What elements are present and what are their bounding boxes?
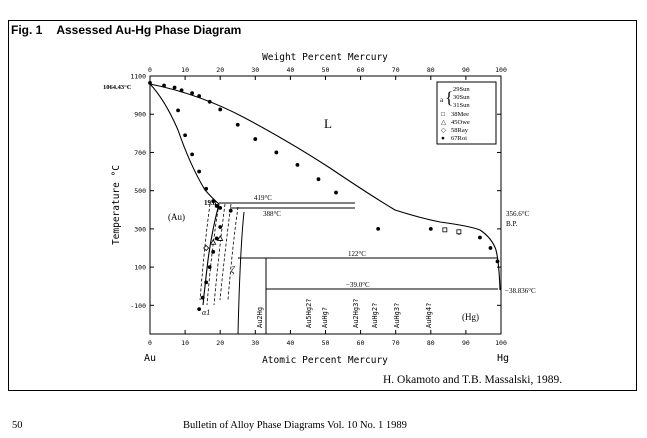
top-tick-label: 90 xyxy=(461,66,470,74)
data-point xyxy=(218,225,222,229)
figure-title-text: Assessed Au-Hg Phase Diagram xyxy=(56,23,242,37)
compound-label: Au5Hg2? xyxy=(305,298,313,328)
bottom-tick-label: 80 xyxy=(426,339,435,347)
data-point xyxy=(211,250,215,254)
bottom-tick-label: 10 xyxy=(181,339,190,347)
data-point xyxy=(197,170,201,174)
zeta-label: ζ xyxy=(231,265,235,275)
left-tick-label: 100 xyxy=(134,263,146,272)
zeta-boundary-2 xyxy=(228,207,238,300)
top-tick-label: 10 xyxy=(181,66,190,74)
compound-label: AuHg4? xyxy=(425,302,433,328)
bottom-tick-label: 30 xyxy=(251,339,260,347)
data-point xyxy=(229,209,233,213)
bottom-axis xyxy=(148,330,507,347)
top-tick-label: 60 xyxy=(356,66,365,74)
t122-label: 122°C xyxy=(348,250,366,258)
data-point xyxy=(296,163,300,167)
data-point xyxy=(253,137,257,141)
data-point xyxy=(190,152,194,156)
element-hg-label: Hg xyxy=(496,353,510,364)
journal-footer: Bulletin of Alloy Phase Diagrams Vol. 10 No. 1 1989 xyxy=(183,420,407,431)
legend-symbol: ● xyxy=(441,135,445,142)
left-tick-label: 900 xyxy=(134,110,146,119)
top-tick-label: 30 xyxy=(251,66,260,74)
data-point xyxy=(317,177,321,181)
legend-group-item: 31Sun xyxy=(453,102,470,109)
top-tick-label: 20 xyxy=(216,66,225,74)
data-point xyxy=(148,81,152,85)
eut-top-label: 19.8 xyxy=(204,199,217,207)
legend-group-item: 29Sun xyxy=(453,86,470,93)
hg-boiling-note: B.P. xyxy=(506,220,518,228)
data-point xyxy=(443,228,447,232)
legend-item-label: 45Owe xyxy=(451,119,470,126)
liquid-label: L xyxy=(324,116,332,131)
bottom-tick-label: 20 xyxy=(216,339,225,347)
left-tick-label: 500 xyxy=(134,187,146,196)
data-point xyxy=(478,236,482,240)
t39-label: −39.0°C xyxy=(346,281,370,289)
left-tick-label: 1100 xyxy=(130,72,146,81)
left-tick-label: 700 xyxy=(134,148,146,157)
legend-item-label: 58Ray xyxy=(451,127,468,134)
data-point xyxy=(190,91,194,95)
hg-melting-label: −38.836°C xyxy=(505,287,536,295)
data-point xyxy=(208,265,212,269)
data-point xyxy=(218,108,222,112)
left-tick-label: 300 xyxy=(134,225,146,234)
data-point xyxy=(183,133,187,137)
left-axis-label: Temperature °C xyxy=(111,164,122,246)
data-point xyxy=(162,84,166,88)
top-axis xyxy=(148,66,507,80)
element-au-label: Au xyxy=(143,353,157,364)
legend-symbol: △ xyxy=(441,119,446,126)
data-point xyxy=(457,230,461,234)
data-point xyxy=(197,307,201,311)
data-point xyxy=(429,227,433,231)
data-point xyxy=(236,123,240,127)
legend-group-marker: a xyxy=(440,96,444,104)
data-point xyxy=(274,151,278,155)
t388-label: 388°C xyxy=(263,210,281,218)
alpha1-label: α1 xyxy=(202,308,211,317)
legend-group-item: 30Sun xyxy=(453,94,470,101)
data-point xyxy=(173,86,177,90)
figure-credit: H. Okamoto and T.B. Massalski, 1989. xyxy=(383,374,563,386)
compound-label: AuHg3? xyxy=(393,302,401,328)
top-tick-label: 80 xyxy=(426,66,435,74)
hg-boiling-label: 356.6°C xyxy=(506,210,530,218)
compound-label: Au2Hg xyxy=(256,306,264,328)
top-tick-label: 100 xyxy=(495,66,507,74)
bottom-tick-label: 70 xyxy=(391,339,400,347)
data-point xyxy=(334,191,338,195)
bottom-tick-label: 60 xyxy=(356,339,365,347)
legend-symbol: □ xyxy=(441,111,445,118)
zeta-solvus xyxy=(238,212,244,334)
data-point xyxy=(176,109,180,113)
legend-symbol: ◇ xyxy=(441,127,446,134)
left-tick-label: -100 xyxy=(130,301,146,310)
top-tick-label: 70 xyxy=(391,66,400,74)
legend-brace: { xyxy=(445,88,454,107)
au-phase-label: (Au) xyxy=(168,212,185,222)
hg-phase-label: (Hg) xyxy=(462,312,479,322)
page-number: 50 xyxy=(12,420,23,431)
data-point xyxy=(208,100,212,104)
bottom-tick-label: 0 xyxy=(148,339,152,347)
data-point xyxy=(204,281,208,285)
data-point xyxy=(489,246,493,250)
t419-label: 419°C xyxy=(254,194,272,202)
data-point xyxy=(201,296,205,300)
top-tick-label: 50 xyxy=(321,66,330,74)
legend-item-label: 67Roi xyxy=(451,135,467,142)
zeta-boundary-1 xyxy=(220,204,231,300)
figure-number: Fig. 1 xyxy=(11,23,43,37)
bottom-tick-label: 50 xyxy=(321,339,330,347)
top-axis-label: Weight Percent Mercury xyxy=(262,52,388,63)
compound-label: AuHg2? xyxy=(371,302,379,328)
data-point xyxy=(496,259,500,263)
bottom-tick-label: 40 xyxy=(286,339,295,347)
bottom-tick-label: 100 xyxy=(495,339,507,347)
bottom-tick-label: 90 xyxy=(461,339,470,347)
top-tick-label: 0 xyxy=(148,66,152,74)
au-melting-label: 1064.43°C xyxy=(103,84,132,91)
top-tick-label: 40 xyxy=(286,66,295,74)
data-point xyxy=(218,206,222,210)
data-point xyxy=(376,227,380,231)
compound-label: AuHg? xyxy=(321,306,329,328)
data-point xyxy=(180,88,184,92)
data-point xyxy=(197,94,201,98)
legend xyxy=(437,82,496,144)
compound-labels xyxy=(256,298,433,328)
data-point xyxy=(204,187,208,191)
bottom-axis-label: Atomic Percent Mercury xyxy=(262,355,388,366)
legend-item-label: 38Mee xyxy=(451,111,470,118)
compound-label: Au2Hg3? xyxy=(352,298,360,328)
